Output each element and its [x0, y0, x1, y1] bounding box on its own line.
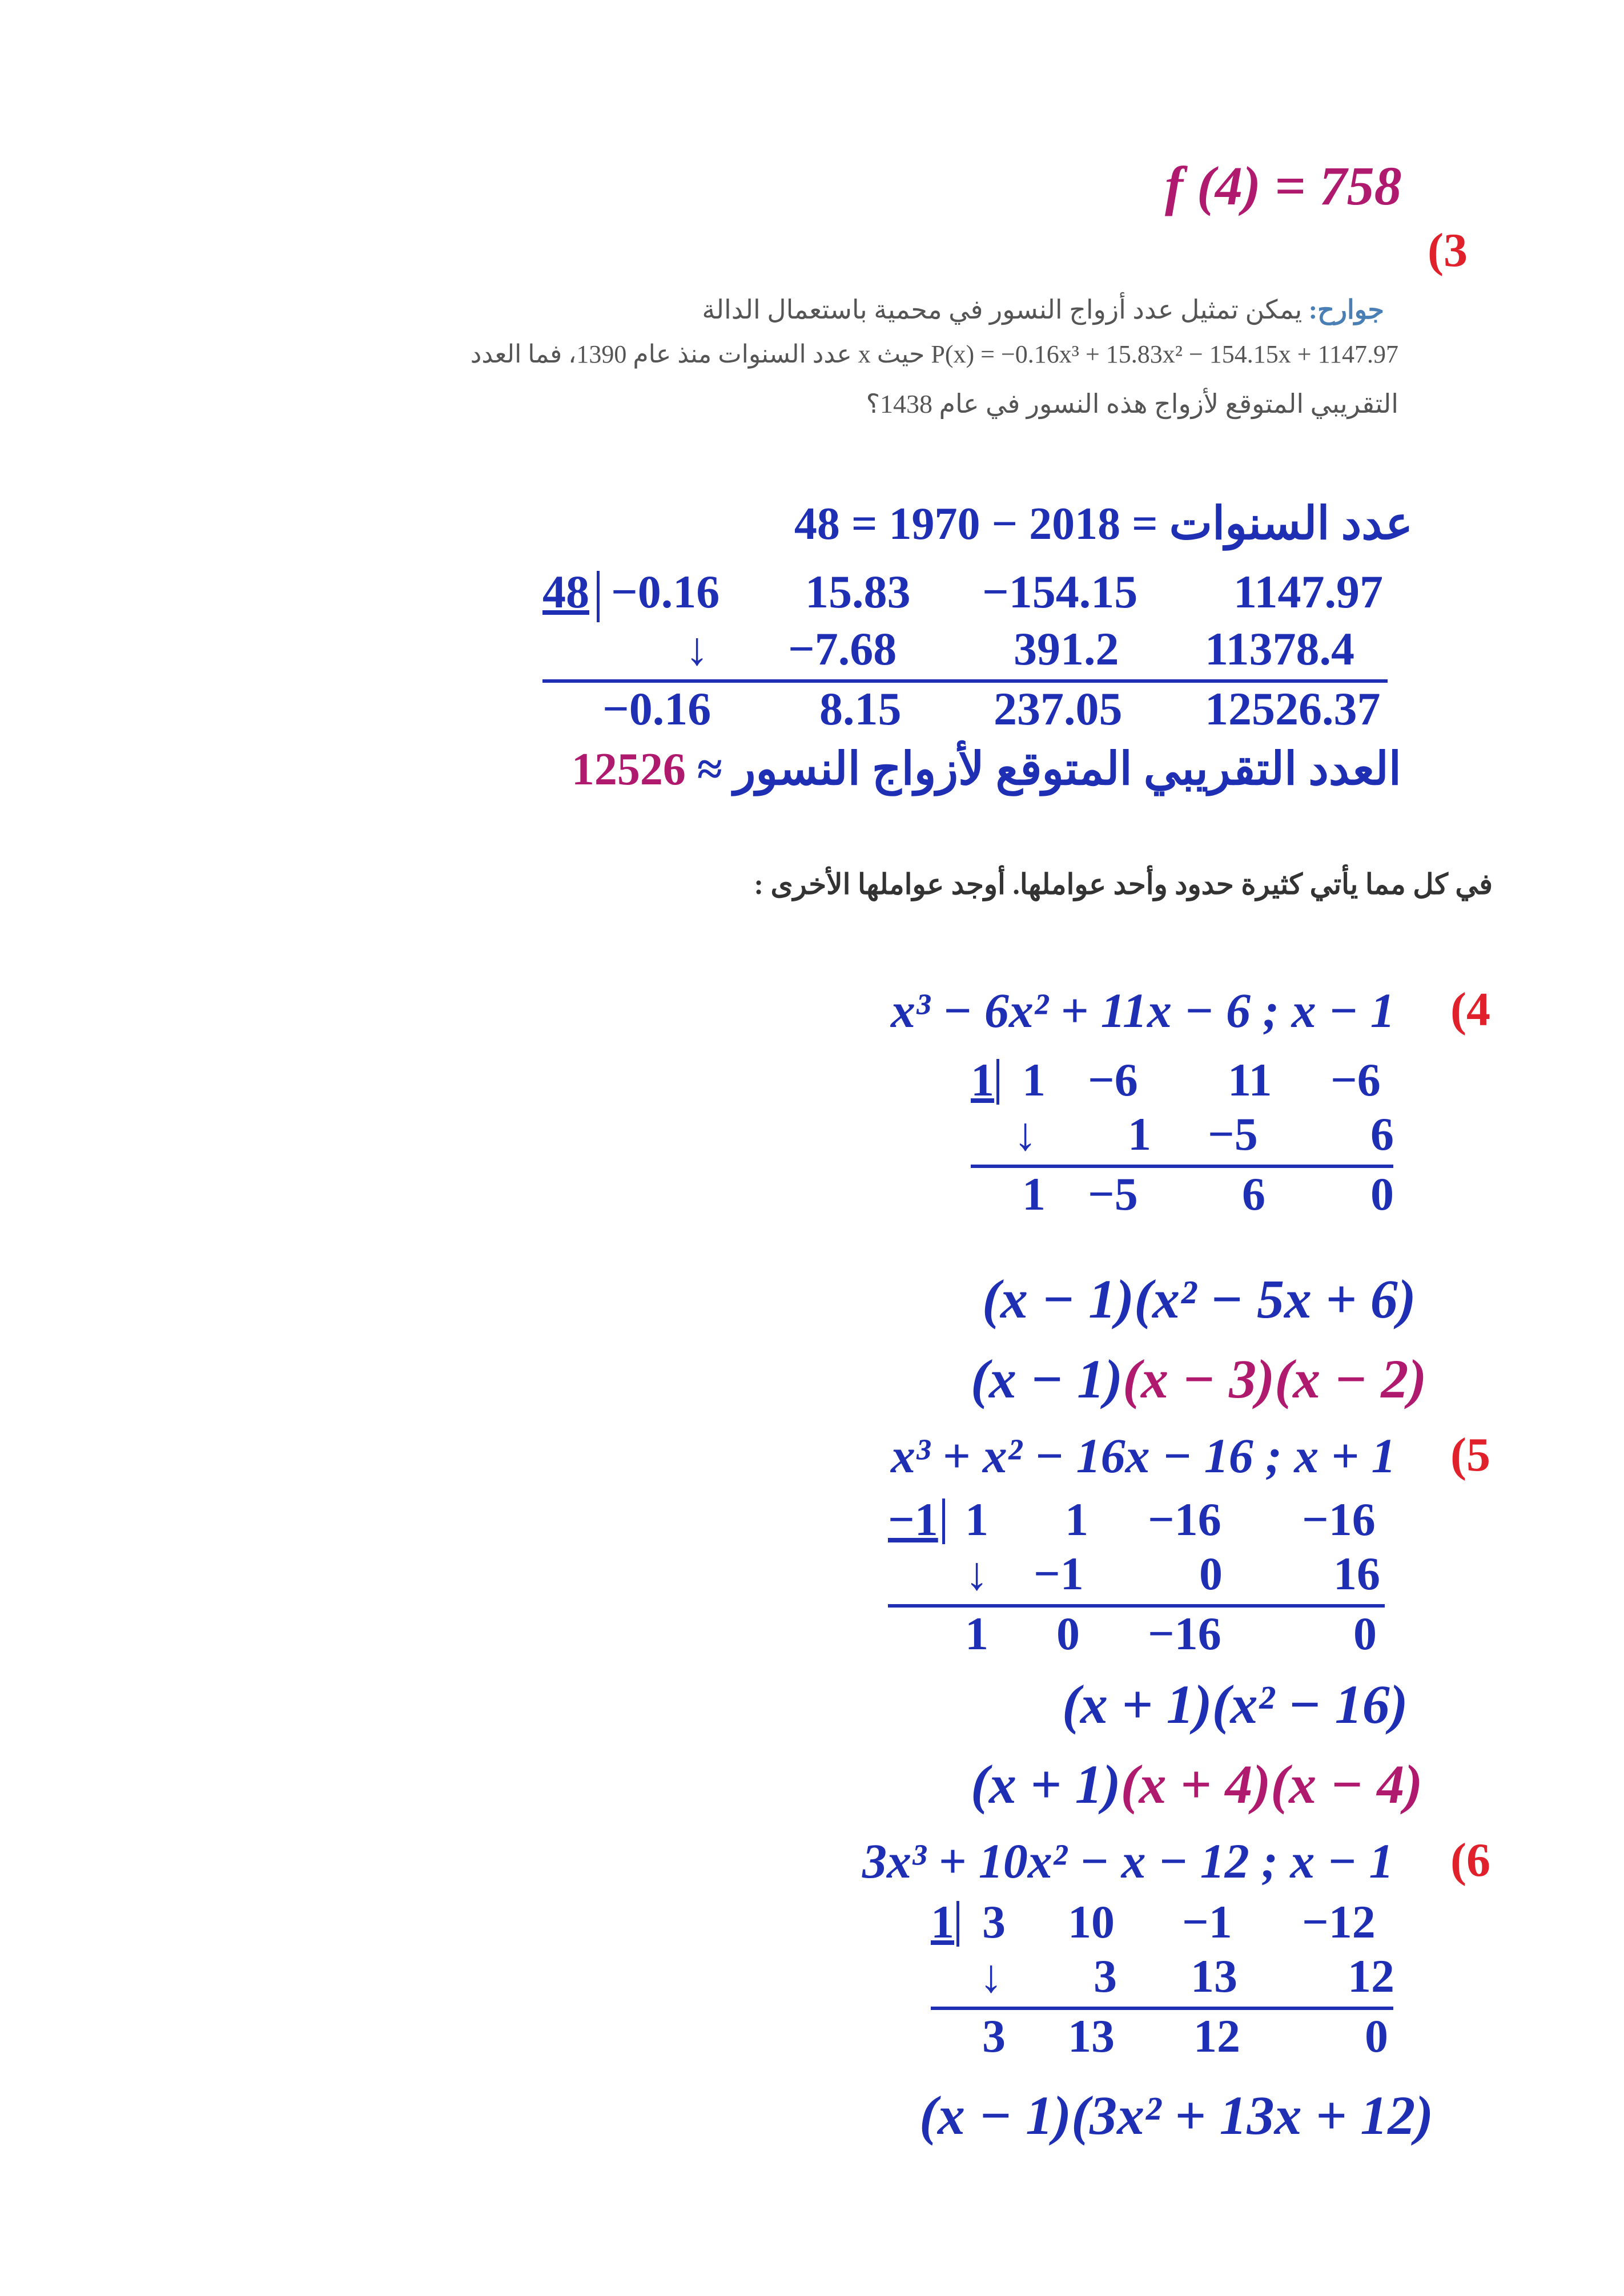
question-3-label: (3: [1428, 224, 1468, 277]
q6-r1-c4: −12: [1302, 1896, 1376, 1948]
q5-r1-c3: −16: [1148, 1493, 1221, 1545]
p3-r1-c1: −0.16: [611, 566, 720, 618]
q6-r2-c4: 12: [1348, 1950, 1394, 2002]
q6-r1-c2: 10: [1068, 1896, 1115, 1948]
q4-factor-2a: (x − 1): [971, 1348, 1123, 1409]
q4-factor-2b: (x − 3)(x − 2): [1123, 1348, 1427, 1409]
p3-r2-c1: ↓: [685, 623, 709, 675]
q6-r2-c3: 13: [1191, 1950, 1237, 2002]
q5-r3-c1: 1: [965, 1608, 988, 1659]
q5-r2-c4: 16: [1333, 1548, 1380, 1600]
q4-r2-c1: ↓: [1014, 1108, 1037, 1160]
p3-r2-c3: 391.2: [1014, 623, 1119, 675]
q4-factor-2: [971, 1347, 1426, 1411]
p3-r2-c4: 11378.4: [1205, 623, 1354, 675]
question-4-label: (4: [1450, 983, 1490, 1036]
q5-divisor: −1: [888, 1493, 938, 1545]
q5-sum-line: [888, 1604, 1385, 1608]
q6-polynomial: 3x³ + 10x² − x − 12 ; x − 1: [862, 1834, 1394, 1888]
q5-r2-c3: 0: [1199, 1548, 1223, 1600]
p3-r3-c3: 237.05: [994, 683, 1123, 735]
q4-r3-c2: −5: [1088, 1168, 1138, 1220]
p3-r1-c4: 1147.97: [1233, 566, 1383, 618]
years-equation: عدد السنوات = 2018 − 1970 = 48: [794, 499, 1413, 549]
q5-polynomial: x³ + x² − 16x − 16 ; x + 1: [891, 1428, 1396, 1483]
problem-3-line-3: التقريبي المتوقع لأزواج هذه النسور في عام 1438؟: [866, 389, 1398, 418]
q4-factor-1: (x − 1)(x² − 5x + 6): [982, 1268, 1416, 1330]
q5-factor-2: [971, 1753, 1422, 1816]
q4-r1-c2: −6: [1088, 1054, 1138, 1106]
q6-divisor-bar: [956, 1901, 959, 1947]
q4-r3-c1: 1: [1022, 1168, 1046, 1220]
q4-r3-c3: 6: [1242, 1168, 1265, 1220]
p3-r1-c2: 15.83: [805, 566, 911, 618]
q4-polynomial: x³ − 6x² + 11x − 6 ; x − 1: [891, 983, 1395, 1038]
problem-3-tag: جوارح:: [1308, 295, 1384, 324]
p3-r3-c4: 12526.37: [1205, 683, 1381, 735]
problem-3-text-1: يمكن تمثيل عدد أزواج النسور في محمية باستعمال الدالة: [702, 295, 1303, 324]
p3-r3-c2: 8.15: [819, 683, 902, 735]
p3-divisor-bar: [597, 571, 600, 622]
question-5-label: (5: [1450, 1428, 1490, 1481]
problem-3-line-1: [702, 294, 1384, 325]
q5-factor-1: (x + 1)(x² − 16): [1062, 1674, 1408, 1735]
q4-r2-c4: 6: [1370, 1108, 1394, 1160]
q5-r2-c1: ↓: [965, 1548, 988, 1600]
problem-3-line-2: P(x) = −0.16x³ + 15.83x² − 154.15x + 1147.97 حيث x عدد السنوات منذ عام 1390، فما العدد: [470, 340, 1398, 368]
q6-r3-c1: 3: [982, 2010, 1006, 2062]
q4-divisor-bar: [996, 1059, 999, 1105]
q5-r3-c4: 0: [1353, 1608, 1377, 1659]
p3-r3-c1: −0.16: [602, 683, 711, 735]
instruction: في كل مما يأتي كثيرة حدود وأحد عواملها. أوجد عواملها الأخرى :: [754, 868, 1493, 900]
q6-r1-c1: 3: [982, 1896, 1006, 1948]
q5-r1-c4: −16: [1302, 1493, 1376, 1545]
q4-r2-c3: −5: [1208, 1108, 1258, 1160]
q6-r2-c2: 3: [1094, 1950, 1117, 2002]
p3-answer-value: 12526: [571, 744, 686, 795]
q4-r2-c2: 1: [1128, 1108, 1151, 1160]
q6-r3-c4: 0: [1365, 2010, 1388, 2062]
q4-divisor: 1: [971, 1054, 994, 1106]
q5-divisor-bar: [942, 1499, 945, 1544]
q6-divisor: 1: [931, 1896, 954, 1948]
q5-r1-c2: 1: [1065, 1493, 1088, 1545]
q4-r1-c4: −6: [1330, 1054, 1381, 1106]
q6-r2-c1: ↓: [979, 1950, 1003, 2002]
q5-r3-c3: −16: [1148, 1608, 1221, 1659]
p3-answer: [572, 742, 1401, 796]
q4-r1-c1: 1: [1022, 1054, 1046, 1106]
q5-r3-c2: 0: [1056, 1608, 1080, 1659]
p3-divisor: 48: [542, 566, 589, 618]
p3-r2-c2: −7.68: [788, 623, 897, 675]
q4-r3-c4: 0: [1370, 1168, 1394, 1220]
p3-answer-text: العدد التقريبي المتوقع لأزواج النسور ≈: [697, 744, 1401, 795]
q6-factor-1: (x − 1)(3x² + 13x + 12): [919, 2085, 1434, 2146]
q6-r3-c2: 13: [1068, 2010, 1115, 2062]
q5-factor-2a: (x + 1): [971, 1754, 1121, 1815]
question-6-label: (6: [1450, 1834, 1490, 1887]
q5-factor-2b: (x + 4)(x − 4): [1120, 1754, 1423, 1815]
q4-r1-c3: 11: [1228, 1054, 1272, 1106]
q6-r1-c3: −1: [1182, 1896, 1232, 1948]
q5-r1-c1: 1: [965, 1493, 988, 1545]
f-value: f (4) = 758: [1165, 155, 1402, 216]
q5-r2-c2: −1: [1034, 1548, 1084, 1600]
p3-r1-c3: −154.15: [982, 566, 1138, 618]
q6-r3-c3: 12: [1193, 2010, 1240, 2062]
